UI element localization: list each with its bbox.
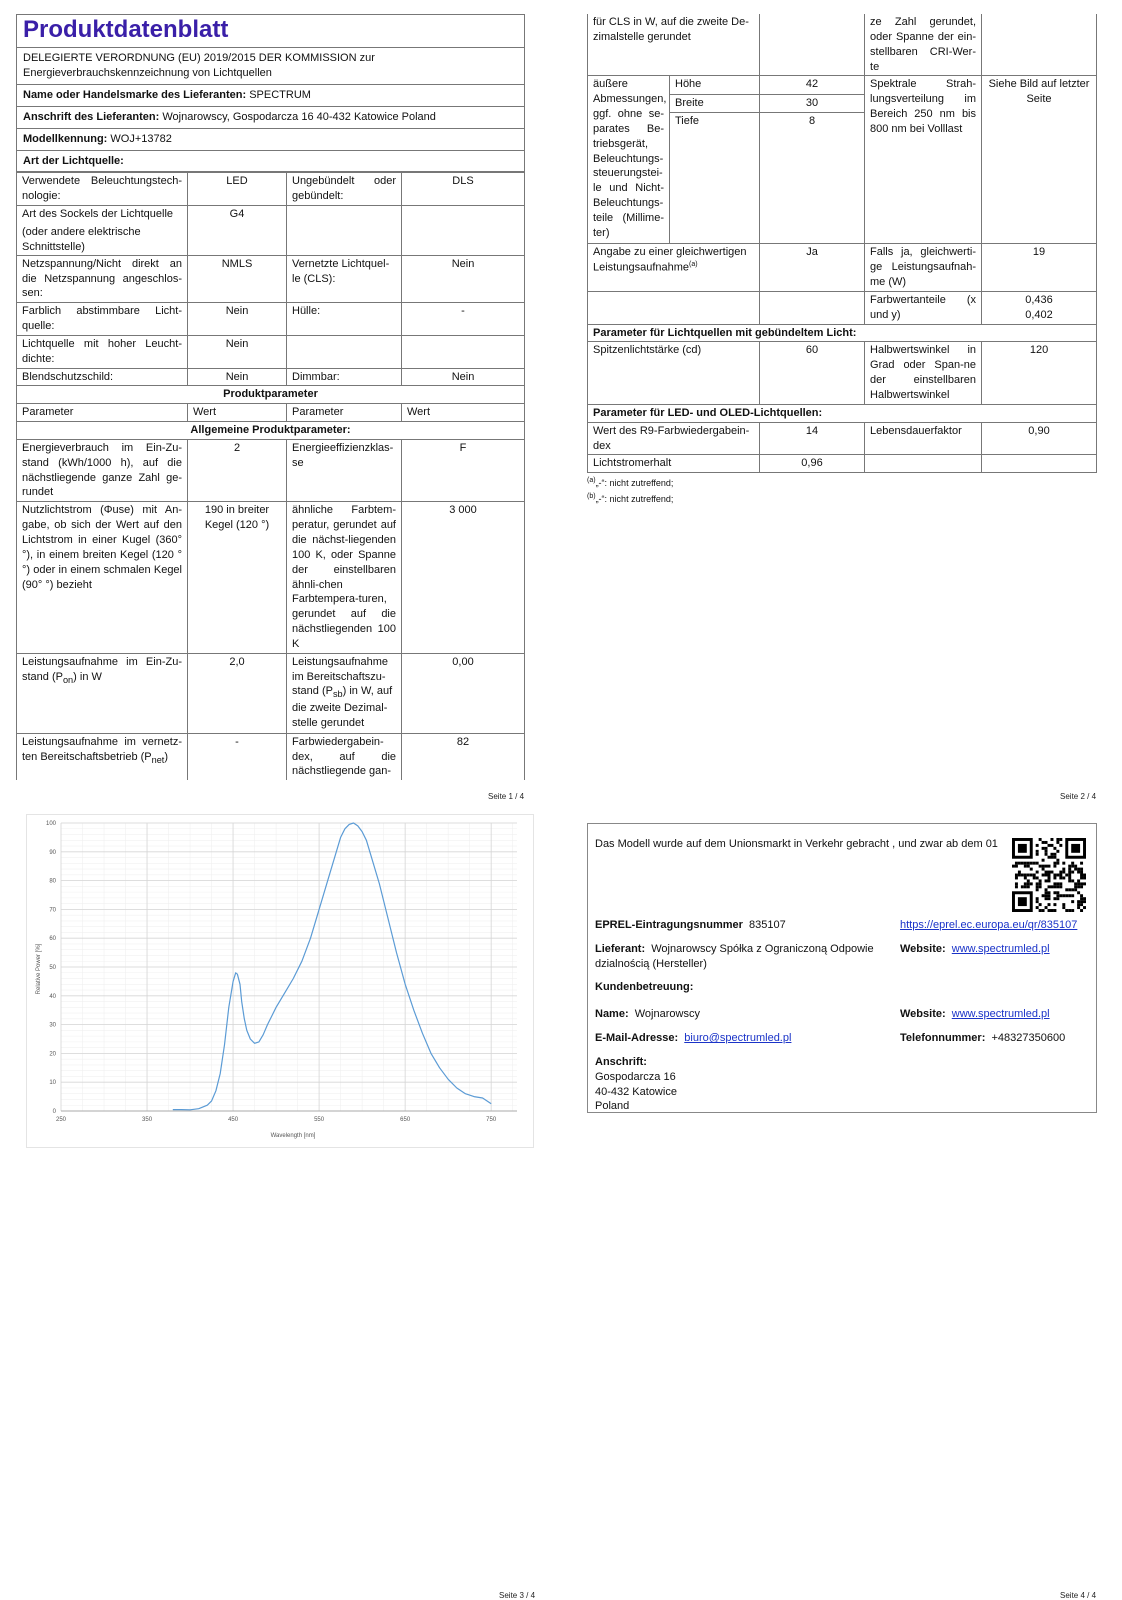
- y-tick-label: 10: [49, 1080, 56, 1087]
- header-block: [16, 14, 525, 172]
- x-tick-label: 250: [55, 1117, 67, 1123]
- x-tick-label: 650: [400, 1117, 411, 1123]
- page-1: [16, 14, 525, 780]
- table-row: Leistungsaufnahme im vernetz-ten Bereitschaftsbetrieb $(P_{net})$ - Farbwiedergabein-dex, auf die nächstliegende gan- 82: [17, 733, 525, 780]
- table-row: Art des Sockels der Lichtquelle (oder andere elektrische Schnittstelle) G4: [17, 206, 525, 256]
- market-date-text: Das Modell wurde auf dem Unionsmarkt in Verkehr gebracht , und zwar ab dem 01: [595, 838, 998, 850]
- page-number-3: Seite 3 / 4: [499, 1591, 536, 1600]
- page-number-1: Seite 1 / 4: [488, 792, 525, 801]
- section-header: Parameter für LED- und OLED-Lichtquellen:: [588, 404, 1097, 422]
- address-block: Anschrift: Gospodarcza 16 40-432 Katowice Poland: [595, 1055, 677, 1113]
- table-row: Spitzenlichtstärke (cd) 60 Halbwertswinkel in Grad oder Span-ne der einstellbaren Halbwertswinkel 120: [588, 342, 1097, 404]
- table-row: Lichtquelle mit hoher Leucht-dichte: Nein: [17, 335, 525, 368]
- eprel-link[interactable]: https://eprel.ec.europa.eu/qr/835107: [900, 918, 1078, 931]
- table-row: für CLS in W, auf die zweite De-zimalstelle gerundet ze Zahl gerundet, oder Spanne der ein-stellbaren CRI-Wer-te: [588, 14, 1097, 76]
- table-row: äußere Abmessungen, ggf. ohne se-parates Be-triebsgerät, Beleuchtungs-steuerungstei-le und Nicht-Beleuchtungs-teile (Millime-ter) Höhe 42 Spektrale Strah-lungsverteilung im Bereich 250 nm bis 800 nm bei Volllast Siehe Bild auf letzter Seite: [588, 76, 1097, 94]
- x-tick-label: 750: [486, 1117, 497, 1123]
- table-row: Netzspannung/Nicht direkt an die Netzspannung angeschlos-sen: NMLS Vernetzte Lichtquel-le (CLS): Nein: [17, 255, 525, 303]
- y-tick-label: 90: [49, 849, 56, 856]
- table-row: Tiefe 8: [588, 112, 1097, 244]
- supplier-address-line: Anschrift des Lieferanten: Wojnarowscy, Gospodarcza 16 40-432 Katowice Poland: [17, 107, 524, 129]
- x-axis-label: Wavelength [nm]: [270, 1133, 316, 1139]
- spectrum-series-line: [173, 823, 491, 1110]
- params-continued-table: [587, 14, 1097, 473]
- page-number-2: Seite 2 / 4: [1060, 792, 1097, 801]
- y-tick-label: 100: [45, 821, 56, 827]
- page-2: [587, 14, 1097, 505]
- table-row: Verwendete Beleuchtungstech-nologie: LED Ungebündelt oder gebündelt: DLS: [17, 173, 525, 206]
- y-tick-label: 40: [49, 993, 56, 1000]
- email-link[interactable]: biuro@spectrumled.pl: [684, 1032, 792, 1045]
- email-row: E-Mail-Adresse: biuro@spectrumled.pl Telefonnummer: +48327350600: [595, 1032, 1066, 1045]
- x-tick-label: 350: [142, 1117, 153, 1123]
- contact-name-row: Name: Wojnarowscy Website: www.spectrumled.pl: [595, 1008, 1050, 1021]
- page-3: [26, 814, 534, 1148]
- y-tick-label: 30: [49, 1022, 56, 1029]
- eprel-row: EPREL-Eintragungsnummer 835107 https://eprel.ec.europa.eu/qr/835107: [595, 918, 1078, 931]
- supplier-row: Lieferant: Wojnarowscy Spółka z Ograniczoną Odpowie dzialnością (Hersteller) Website: www.spectrumled.pl: [595, 942, 1050, 970]
- footnote-a: $^{(a)}$„-“: nicht zutreffend;: [587, 477, 674, 489]
- supplier-name-line: Name oder Handelsmarke des Lieferanten: SPECTRUM: [17, 85, 524, 107]
- lightsource-table: [16, 172, 525, 780]
- table-row: Nutzlichtstrom (Φuse) mit An-gabe, ob sich der Wert auf den Lichtstrom in einer Kugel (360° °), in einem breiten Kegel (120 °°) oder in einem schmalen Kegel (90° °) bezieht 190 in breiter Kegel (120 °) ähnliche Farbtem-peratur, gerundet auf die nächst-liegenden 100 K, oder Spanne der einstellbaren ähnli-chen Farbtempera-turen, gerundet auf die nächstliegenden 100 K 3 000: [17, 502, 525, 653]
- y-tick-label: 50: [49, 965, 56, 971]
- website-link[interactable]: www.spectrumled.pl: [951, 942, 1050, 955]
- section-header: Parameter für Lichtquellen mit gebündeltem Licht:: [588, 324, 1097, 342]
- table-row: Angabe zu einer gleichwertigen Leistungsaufnahme$^{(a)}$ Ja Falls ja, gleichwerti-ge Leistungsaufnah-me (W) 19: [588, 244, 1097, 292]
- page-4: [587, 823, 1097, 1113]
- y-tick-label: 0: [52, 1109, 56, 1115]
- lightsource-type-label: Art der Lichtquelle:: [17, 151, 524, 173]
- model-line: Modellkennung: WOJ+13782: [17, 129, 524, 151]
- spectrum-chart: [27, 815, 533, 1147]
- column-header-row: Parameter Wert Parameter Wert: [17, 404, 525, 422]
- table-row: Blendschutzschild: Nein Dimmbar: Nein: [17, 368, 525, 386]
- table-row: Lichtstromerhalt 0,96: [588, 455, 1097, 473]
- regulation-text: DELEGIERTE VERORDNUNG (EU) 2019/2015 DER KOMMISSION zur Energieverbrauchskennzeichnung von Lichtquellen: [17, 48, 524, 85]
- x-tick-label: 550: [314, 1117, 325, 1123]
- footnote-b: $^{(b)}$„-“: nicht zutreffend;: [587, 493, 674, 505]
- x-tick-label: 450: [228, 1117, 239, 1123]
- table-row: Wert des R9-Farbwiedergabein-dex 14 Lebensdauerfaktor 0,90: [588, 422, 1097, 455]
- table-row: Farbwertanteile (x und y) 0,436 0,402: [588, 291, 1097, 324]
- table-row: Breite 30: [588, 94, 1097, 112]
- qr-code-icon: [1012, 838, 1086, 912]
- y-tick-label: 60: [49, 936, 56, 943]
- table-row: Energieverbrauch im Ein-Zu-stand (kWh/1000 h), auf die nächstliegende ganze Zahl ge-rundet 2 Energieeffizienzklas-se F: [17, 439, 525, 501]
- y-axis-label: Relative Power [%]: [36, 943, 42, 995]
- section-header: Allgemeine Produktparameter:: [17, 422, 525, 440]
- page-number-4: Seite 4 / 4: [1060, 1591, 1097, 1600]
- table-row: Leistungsaufnahme im Ein-Zu-stand $(P_{on})$ in W 2,0 Leistungsaufnahme im Bereitschaftszu-stand $(P_{sb})$ in W, auf die zweite Dezimal-stelle gerundet 0,00: [17, 653, 525, 733]
- section-header: Produktparameter: [17, 386, 525, 404]
- page-title: Produktdatenblatt: [17, 15, 524, 48]
- y-tick-label: 70: [49, 907, 56, 914]
- y-tick-label: 20: [49, 1051, 56, 1058]
- customer-service-label: Kundenbetreuung:: [595, 981, 694, 994]
- website-link-2[interactable]: www.spectrumled.pl: [951, 1008, 1050, 1021]
- y-tick-label: 80: [49, 878, 56, 885]
- table-row: Farblich abstimmbare Licht-quelle: Nein Hülle: -: [17, 303, 525, 336]
